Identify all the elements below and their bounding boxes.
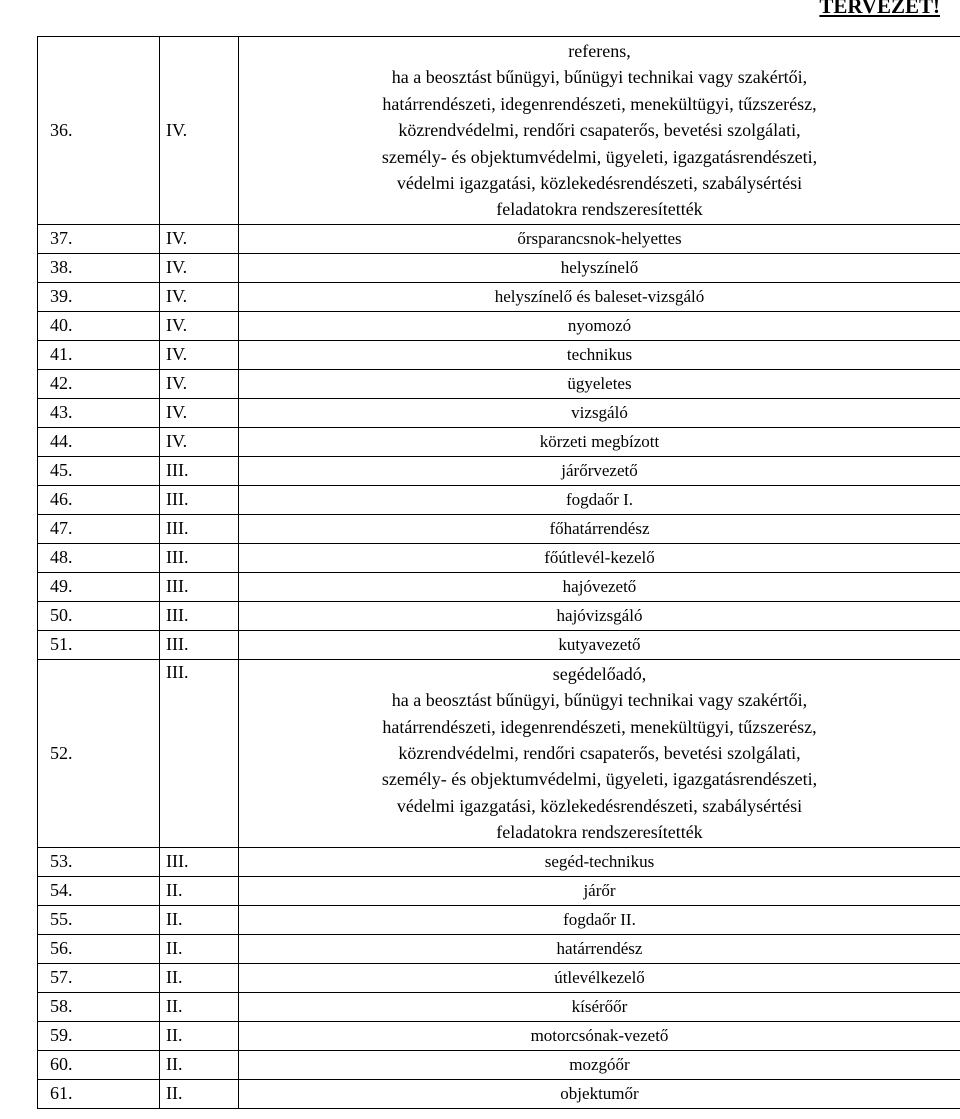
row-number: 45. <box>38 456 160 485</box>
row-category: IV. <box>160 311 239 340</box>
table-row <box>38 456 960 485</box>
row-number: 43. <box>38 398 160 427</box>
row-title: útlevélkezelő <box>239 963 960 992</box>
row-number: 37. <box>38 224 160 253</box>
table-row <box>38 847 960 876</box>
row-title: technikus <box>239 340 960 369</box>
row-number: 55. <box>38 905 160 934</box>
row-title: főútlevél-kezelő <box>239 543 960 572</box>
table-row <box>38 905 960 934</box>
table-row <box>38 311 960 340</box>
title-line: védelmi igazgatási, közlekedésrendészeti, szabálysértési <box>396 173 803 194</box>
title-line: referens, <box>568 41 631 61</box>
row-number: 39. <box>38 282 160 311</box>
row-number: 57. <box>38 963 160 992</box>
row-category: III. <box>160 847 239 876</box>
table-row <box>38 963 960 992</box>
title-line: segédelőadó, <box>552 663 647 684</box>
title-line: ha a beosztást bűnügyi, bűnügyi technikai vagy szakértői, <box>391 67 808 88</box>
table-row <box>38 876 960 905</box>
title-line: határrendészeti, idegenrendészeti, menekültügyi, tűzszerész, <box>382 716 817 737</box>
row-title: fogdaőr I. <box>239 485 960 514</box>
row-number: 49. <box>38 572 160 601</box>
row-number: 38. <box>38 253 160 282</box>
table-row <box>38 398 960 427</box>
table-row <box>38 1079 960 1108</box>
table-row <box>38 253 960 282</box>
row-title: kutyavezető <box>239 630 960 659</box>
title-line: közrendvédelmi, rendőri csapaterős, bevetési szolgálati, <box>398 120 801 141</box>
table-row <box>38 369 960 398</box>
row-title: helyszínelő <box>239 253 960 282</box>
title-line: személy- és objektumvédelmi, ügyeleti, igazgatásrendészeti, <box>381 146 818 167</box>
row-title: járőr <box>239 876 960 905</box>
table-row <box>38 572 960 601</box>
row-number: 44. <box>38 427 160 456</box>
table-row <box>38 485 960 514</box>
table-row <box>38 427 960 456</box>
table-row <box>38 659 960 847</box>
row-title: járőrvezető <box>239 456 960 485</box>
table-row <box>38 934 960 963</box>
row-title: kísérőőr <box>239 992 960 1021</box>
table-row <box>38 224 960 253</box>
title-line: feladatokra rendszeresítették <box>496 199 703 220</box>
row-number: 40. <box>38 311 160 340</box>
row-number: 54. <box>38 876 160 905</box>
row-number: 60. <box>38 1050 160 1079</box>
row-title: őrsparancsnok-helyettes <box>239 224 960 253</box>
position-table-body <box>38 37 960 1109</box>
row-title: segéd-technikus <box>239 847 960 876</box>
row-number: 41. <box>38 340 160 369</box>
row-title: helyszínelő és baleset-vizsgáló <box>239 282 960 311</box>
title-line: védelmi igazgatási, közlekedésrendészeti, szabálysértési <box>396 795 803 816</box>
row-number: 50. <box>38 601 160 630</box>
row-number: 48. <box>38 543 160 572</box>
row-title: nyomozó <box>239 311 960 340</box>
row-number: 59. <box>38 1021 160 1050</box>
row-category: IV. <box>160 253 239 282</box>
row-category: II. <box>160 1021 239 1050</box>
table-row <box>38 992 960 1021</box>
table-row <box>38 601 960 630</box>
row-category: II. <box>160 934 239 963</box>
row-category: III. <box>160 456 239 485</box>
row-category: IV. <box>160 282 239 311</box>
row-number: 36. <box>38 37 160 225</box>
row-title: motorcsónak-vezető <box>239 1021 960 1050</box>
row-category: IV. <box>160 398 239 427</box>
row-category: III. <box>160 514 239 543</box>
title-line: feladatokra rendszeresítették <box>496 822 703 843</box>
row-title: vizsgáló <box>239 398 960 427</box>
row-title: hajóvizsgáló <box>239 601 960 630</box>
title-line: ha a beosztást bűnügyi, bűnügyi technikai vagy szakértői, <box>391 690 808 711</box>
row-category: IV. <box>160 224 239 253</box>
row-number: 58. <box>38 992 160 1021</box>
row-title <box>239 37 960 225</box>
row-title: hajóvezető <box>239 572 960 601</box>
row-category: IV. <box>160 340 239 369</box>
table-row <box>38 1050 960 1079</box>
row-category: III. <box>160 572 239 601</box>
row-category: II. <box>160 876 239 905</box>
table-row <box>38 1021 960 1050</box>
title-line: határrendészeti, idegenrendészeti, menekültügyi, tűzszerész, <box>382 93 817 114</box>
row-number: 61. <box>38 1079 160 1108</box>
row-number: 42. <box>38 369 160 398</box>
row-category: II. <box>160 963 239 992</box>
draft-header: TERVEZET! <box>819 0 940 18</box>
row-category: IV. <box>160 37 239 225</box>
row-category: II. <box>160 905 239 934</box>
row-category: IV. <box>160 369 239 398</box>
row-category: III. <box>160 543 239 572</box>
title-line: személy- és objektumvédelmi, ügyeleti, igazgatásrendészeti, <box>381 769 818 790</box>
row-title: ügyeletes <box>239 369 960 398</box>
table-row <box>38 340 960 369</box>
row-title: főhatárrendész <box>239 514 960 543</box>
table-row <box>38 630 960 659</box>
table-row <box>38 282 960 311</box>
row-category: III. <box>160 601 239 630</box>
position-table <box>37 36 960 1109</box>
table-row <box>38 543 960 572</box>
row-number: 53. <box>38 847 160 876</box>
row-number: 46. <box>38 485 160 514</box>
title-line: közrendvédelmi, rendőri csapaterős, bevetési szolgálati, <box>398 743 801 764</box>
row-category: IV. <box>160 427 239 456</box>
row-category: III. <box>160 485 239 514</box>
row-number: 51. <box>38 630 160 659</box>
row-title <box>239 659 960 847</box>
row-title: határrendész <box>239 934 960 963</box>
row-number: 52. <box>38 659 160 847</box>
row-title: objektumőr <box>239 1079 960 1108</box>
row-category: II. <box>160 1050 239 1079</box>
row-number: 56. <box>38 934 160 963</box>
row-title: fogdaőr II. <box>239 905 960 934</box>
row-category: III. <box>160 659 239 847</box>
table-row <box>38 514 960 543</box>
row-category: II. <box>160 1079 239 1108</box>
row-category: III. <box>160 630 239 659</box>
table-row <box>38 37 960 225</box>
row-title: mozgóőr <box>239 1050 960 1079</box>
row-category: II. <box>160 992 239 1021</box>
row-number: 47. <box>38 514 160 543</box>
row-title: körzeti megbízott <box>239 427 960 456</box>
